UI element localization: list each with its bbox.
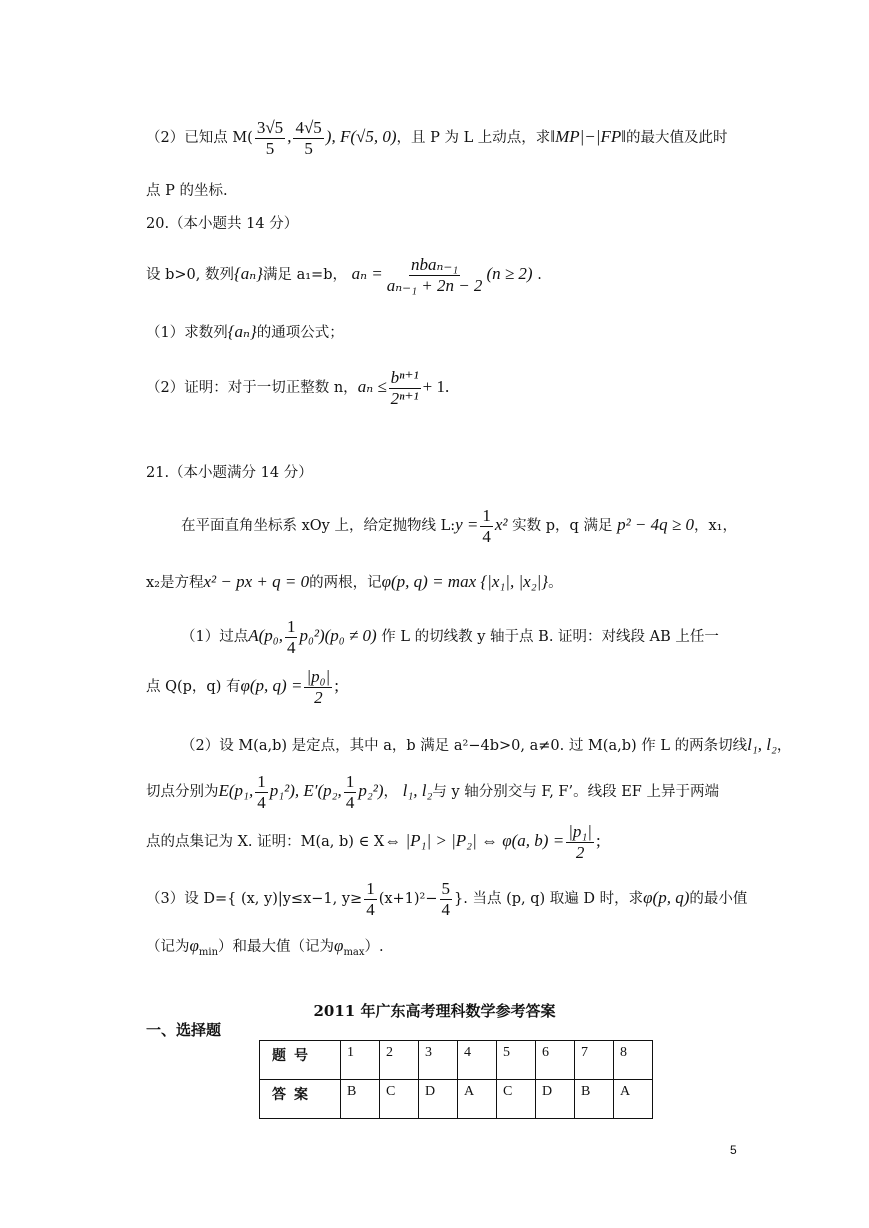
m-x-num: 3√5 [256, 118, 284, 137]
page-number: 5 [730, 1143, 737, 1157]
q19-mid: ，且 P 为 L 上动点，求 [396, 130, 551, 147]
q21-p3-frac2 [440, 879, 453, 919]
q21-p1-c: 点 Q(p，q) 有 [146, 679, 241, 696]
q21-p1-fnum: |p₀| [306, 667, 331, 686]
q20-num: nbaₙ₋₁ [410, 255, 459, 274]
table-cell: 8 [614, 1041, 653, 1080]
q21-p3-d1: 4 [366, 899, 375, 919]
q20-p1-pre: （1）求数列 [146, 325, 228, 341]
q21-p1-quarter [285, 617, 298, 657]
q21-l1-x: x² [494, 515, 508, 535]
q21-p1-point: A(p₀, [248, 626, 283, 646]
q21-p2-a: （2）设 M(a,b) 是定点，其中 a，b 满足 a²−4b>0, a≠0. 过 M(a,b) 作 L 的两条切线 [181, 738, 748, 754]
q21-p3-g: ）. [364, 939, 384, 955]
q19-label: （2）已知点 M( [146, 130, 253, 147]
q21-p2-fden: 2 [575, 842, 585, 862]
q21-p2-fnum: |p₁| [568, 822, 592, 841]
q21-p3-n2: 5 [441, 879, 451, 898]
q20-recurrence-fraction [385, 255, 485, 295]
q21-l2-eq: x² − px + q = 0 [203, 572, 310, 591]
q21-p2-c: ， [383, 784, 398, 801]
phi-max: φ [334, 936, 344, 955]
table-cell: 3 [419, 1041, 458, 1080]
table-cell: A [458, 1080, 497, 1119]
q21-p2-iff: ⇔ |P₁| > |P₂| ⇔ φ(a, b) = [384, 831, 565, 851]
q20-seq: {aₙ} [233, 264, 263, 284]
q21-p3-c: }. 当点 (p, q) 取遍 D 时，求 [454, 891, 644, 908]
q21-l2-a: x₂是方程 [146, 575, 204, 591]
q20-cond-pre: 设 b>0, 数列 [146, 267, 234, 284]
q20-part1 [146, 322, 344, 342]
q21-p1-fden: 2 [314, 687, 323, 707]
q21-p1-b: 作 L 的切线教 y 轴于点 B. 证明：对线段 AB 上任一 [381, 629, 719, 646]
q21-p2-l2: l₁, l₂ [402, 781, 433, 801]
q21-p2-comma: ， [776, 738, 792, 754]
q20-an: aₙ = [351, 264, 383, 284]
m-y-num: 4√5 [295, 118, 322, 137]
f-point: ), F(√5, 0) [325, 127, 397, 147]
row-label: 答案 [260, 1080, 341, 1119]
q21-p3-line1 [146, 879, 747, 919]
q19-expr: ‖MP|−|FP‖ [550, 127, 626, 147]
q20-cond-tail: (n ≥ 2) [486, 264, 533, 284]
q21-line2 [146, 572, 563, 592]
q21-p2-E2n: 1 [345, 772, 355, 791]
answer-table [259, 1040, 653, 1119]
q21-p2-line2 [146, 772, 719, 812]
q21-p2-E-quarter [255, 772, 268, 812]
m-x-fraction [255, 118, 285, 158]
q20-p2-pre: （2）证明：对于一切正整数 n， [146, 380, 358, 397]
q21-quarter [480, 506, 493, 546]
q21-p3-b: (x+1)²− [378, 891, 438, 908]
table-cell: D [419, 1080, 458, 1119]
table-cell: B [575, 1080, 614, 1119]
q21-l2-c: 。 [548, 575, 563, 591]
q21-heading: 21.（本小题满分 14 分） [146, 465, 313, 481]
q21-p2-fraction [566, 822, 594, 862]
table-cell: A [614, 1080, 653, 1119]
q21-l1-pre: 在平面直角坐标系 xOy 上，给定抛物线 L: [181, 518, 456, 535]
q21-p3-n1: 1 [366, 879, 375, 898]
q21-p3-a: （3）设 D={ (x, y)|y≤x−1, y≥ [146, 891, 363, 908]
m-x-den: 5 [265, 138, 275, 158]
q21-l1-num: 1 [482, 506, 491, 525]
q21-p3-line2 [146, 936, 384, 959]
q21-l1-y: y = [455, 515, 479, 535]
table-cell: B [341, 1080, 380, 1119]
q21-p3-phi: φ(p, q) [643, 888, 690, 908]
table-cell: 4 [458, 1041, 497, 1080]
q21-l2-b: 的两根，记 [309, 575, 382, 591]
q21-p1-line1 [181, 617, 719, 657]
q21-p2-E3: p₂²) [358, 781, 384, 801]
table-cell: 6 [536, 1041, 575, 1080]
q21-p1-fraction [304, 667, 332, 707]
q21-l1-den: 4 [482, 526, 491, 546]
phi-min: φ [189, 936, 199, 955]
q21-p1-line2 [146, 667, 339, 707]
q21-p2-En: 1 [257, 772, 266, 791]
q20-condition [146, 255, 542, 295]
q20-cond-mid: 满足 a₁=b， [262, 267, 347, 284]
phi-min-sub: min [198, 946, 219, 958]
table-cell: 1 [341, 1041, 380, 1080]
row-label: 题号 [260, 1041, 341, 1080]
q21-p1-point2: p₀²)(p₀ ≠ 0) [299, 626, 377, 646]
q20-p2-den: 2ⁿ⁺¹ [390, 388, 419, 408]
q21-p1-a: （1）过点 [181, 629, 249, 646]
q20-p1-seq: {aₙ} [227, 322, 257, 341]
q19-end: 的最大值及此时 [626, 130, 728, 147]
q21-p1-den: 4 [286, 637, 296, 657]
q21-p2-line1 [181, 735, 791, 755]
table-cell: 7 [575, 1041, 614, 1080]
m-y-fraction [293, 118, 323, 158]
q21-p2-lines: l₁, l₂ [747, 735, 777, 754]
q21-l2-phi: φ(p, q) = max {|x₁|, |x₂|} [381, 572, 549, 591]
table-cell: 2 [380, 1041, 419, 1080]
q21-p2-d: 与 y 轴分别交与 F, F’。线段 EF 上异于两端 [432, 784, 719, 801]
q20-p1-post: 的通项公式； [256, 325, 344, 341]
q19-part2-line1: （2）已知点 M( $\frac{3√5}{5}$ , $\frac{4√5}{5}$ ), F(√5, 0)，且 P 为 L 上动点，求‖MP|−|FP‖的最大值及此时 [146, 118, 728, 158]
q21-p3-frac1 [364, 879, 377, 919]
table-row [260, 1041, 653, 1080]
m-y-den: 5 [304, 138, 313, 158]
q20-heading: 20.（本小题共 14 分） [146, 216, 299, 232]
q21-p2-E2d: 4 [345, 792, 355, 812]
q20-den: aₙ₋₁ + 2n − 2 [386, 275, 483, 295]
q21-p1-num: 1 [286, 617, 296, 636]
q21-p2-e: 点的点集记为 X. 证明：M(a, b) ∈ X [146, 834, 385, 851]
q21-l1-end: ，x₁， [693, 518, 737, 535]
table-cell: D [536, 1080, 575, 1119]
q21-p3-d2: 4 [441, 899, 451, 919]
q21-p2-E2-quarter [344, 772, 357, 812]
q20-p2-num: bⁿ⁺¹ [390, 368, 419, 387]
q21-p2-E: E(p₁, [218, 781, 254, 801]
table-cell: 5 [497, 1041, 536, 1080]
q21-p2-Ed: 4 [257, 792, 266, 812]
q21-p2-E2: p₁²), E′(p₂, [269, 781, 342, 801]
q20-part2 [146, 368, 449, 408]
section-heading: 一、选择题 [146, 1021, 222, 1039]
q20-dot: . [537, 267, 542, 284]
phi-max-sub: max [343, 946, 365, 958]
q20-p2-fraction [389, 368, 421, 408]
q21-p2-b: 切点分别为 [146, 784, 219, 801]
table-cell: C [497, 1080, 536, 1119]
q21-l1-cond: p² − 4q ≥ 0 [617, 515, 694, 535]
table-cell: C [380, 1080, 419, 1119]
q21-p3-e: （记为 [146, 939, 190, 955]
q21-line1 [181, 506, 737, 546]
answer-title: 2011 年广东高考理科数学参考答案 [313, 1002, 556, 1020]
q21-p1-phi: φ(p, q) = [240, 676, 303, 696]
q19-part2-line2: 点 P 的坐标. [146, 183, 228, 199]
table-row [260, 1080, 653, 1119]
q20-p2-tail: + 1. [422, 377, 450, 397]
q21-p1-semi: ; [334, 676, 339, 696]
q21-p2-line3 [146, 822, 601, 862]
q21-p3-f: ）和最大值（记为 [218, 939, 335, 955]
q21-p2-semi: ; [595, 831, 601, 851]
q21-p3-d: 的最小值 [689, 891, 748, 908]
q20-p2-lhs: aₙ ≤ [357, 377, 387, 397]
q21-l1-mid: 实数 p，q 满足 [512, 518, 613, 535]
